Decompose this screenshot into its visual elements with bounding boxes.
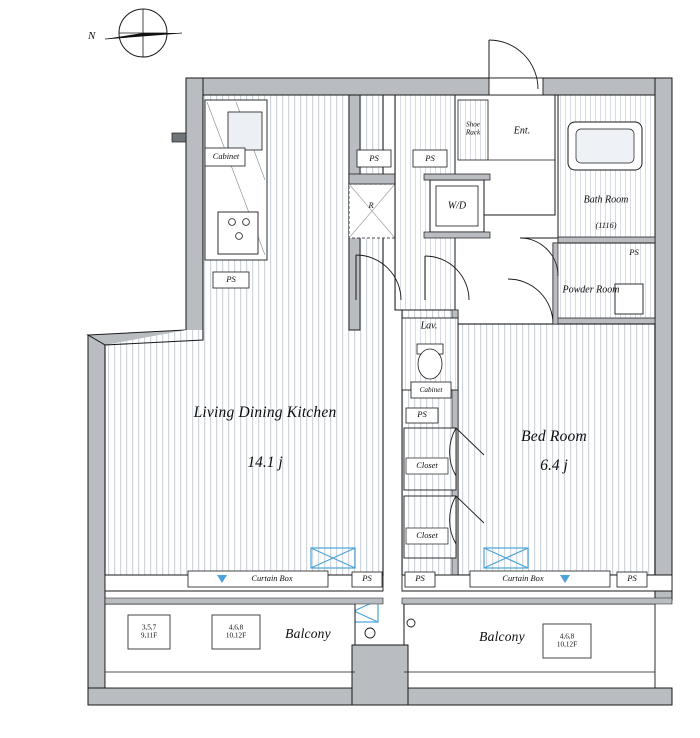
floor-tag-2 [226, 624, 246, 641]
ps-label-bath: PS [629, 247, 639, 258]
floor-tag-2-line2: 10,12F [225, 632, 247, 640]
room-area-ldk: 14.1 j [247, 454, 283, 472]
ldk-name-text: Living Dining Kitchen [193, 404, 337, 422]
floor-tag-3 [557, 633, 577, 650]
compass-rose [105, 9, 182, 57]
floor-tag-2-line1: 4,6,8 [228, 623, 244, 632]
balcony-label-right: Balcony [479, 629, 525, 645]
refrigerator-label: R [368, 201, 374, 211]
floor-tag-3-line1: 4,6,8 [559, 632, 575, 641]
ps-label-lav: PS [417, 409, 427, 420]
powder-room-label [558, 284, 624, 296]
bath-room-text: Bath Room [583, 194, 629, 206]
curtain-box-label-right: Curtain Box [502, 574, 544, 584]
cabinet-lav-label: Cabinet [419, 385, 443, 394]
floor-tag-1 [141, 624, 157, 641]
ps-label-kitchen: PS [226, 274, 236, 285]
room-name-ldk [194, 404, 337, 422]
washer-dryer-label: W/D [447, 200, 467, 212]
cabinet-kitchen-label: Cabinet [212, 152, 240, 162]
shoe-rack-label [458, 121, 488, 138]
balcony-label-left: Balcony [285, 626, 331, 642]
entrance-label: Ent. [513, 125, 531, 137]
wall-nub-left [172, 133, 186, 142]
door-swings [356, 238, 558, 300]
bath-size-label: (1116) [595, 221, 617, 231]
compass-north-label: N [88, 30, 96, 42]
bath-room-label [576, 194, 636, 206]
ps-label-hall-right: PS [425, 153, 435, 164]
lavatory-label: Lav. [420, 320, 438, 332]
closet-label-1: Closet [416, 461, 438, 471]
room-name-bedroom: Bed Room [521, 428, 587, 446]
floor-tag-3-line2: 10,12F [556, 641, 578, 649]
ps-label-sill-1: PS [362, 573, 372, 584]
ps-label-sill-3: PS [627, 573, 637, 584]
ps-label-hall-left: PS [369, 153, 379, 164]
bath-room [558, 95, 655, 260]
ps-label-sill-2: PS [415, 573, 425, 584]
room-area-bedroom: 6.4 j [540, 457, 568, 475]
closet-label-2: Closet [416, 531, 438, 541]
floor-tag-1-line1: 3,5,7 [141, 623, 157, 632]
powder-room-text: Powder Room [562, 284, 620, 296]
curtain-box-label-left: Curtain Box [251, 574, 293, 584]
shoe-rack-text: Shoe Rack [465, 120, 481, 137]
floor-tag-1-line2: 9,11F [140, 632, 158, 640]
